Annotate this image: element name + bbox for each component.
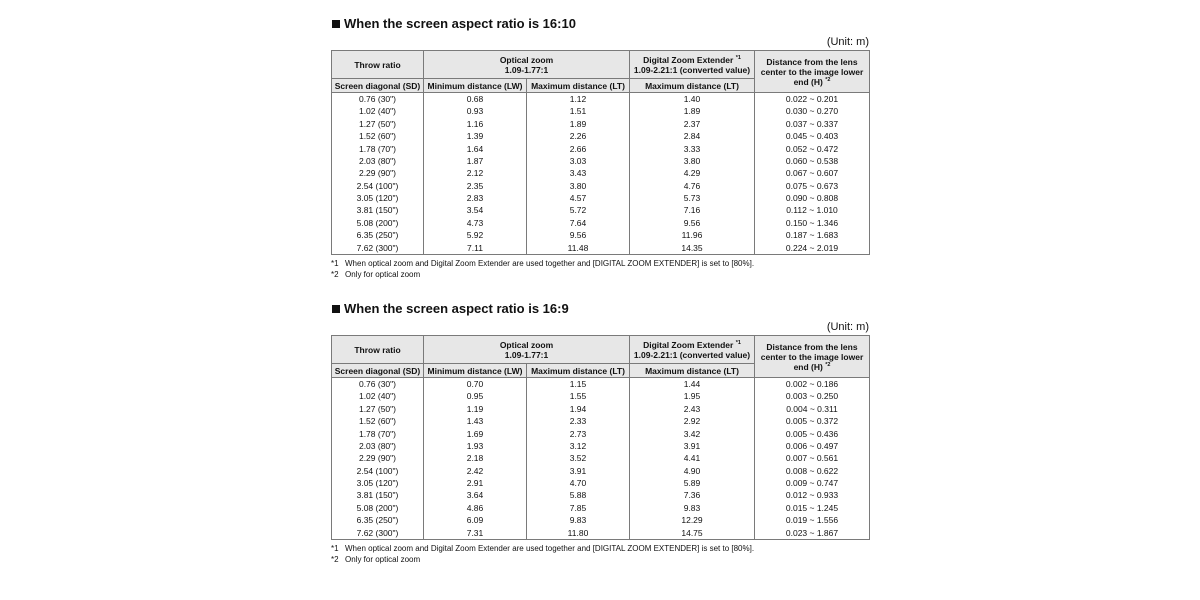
table-cell: 3.64	[424, 490, 527, 502]
table-cell: 1.89	[630, 105, 755, 117]
table-cell: 5.72	[527, 205, 630, 217]
table-row	[332, 490, 870, 502]
table-cell: 1.27 (50")	[332, 118, 424, 130]
table-cell: 0.012 ~ 0.933	[755, 490, 870, 502]
header-digital-max-distance: Maximum distance (LT)	[630, 79, 755, 93]
header-digital-zoom: Digital Zoom Extender $^{*1}$ 1.09-2.21:1 (converted value)	[630, 336, 755, 364]
table-cell: 0.019 ~ 1.556	[755, 514, 870, 526]
table-cell: 0.075 ~ 0.673	[755, 180, 870, 192]
table-body	[332, 378, 870, 540]
footnote: *2 Only for optical zoom	[331, 269, 421, 279]
table-cell: 1.94	[527, 403, 630, 415]
table-cell: 3.43	[527, 167, 630, 179]
table-cell: 4.57	[527, 192, 630, 204]
table-cell: 3.05 (120")	[332, 477, 424, 489]
table-cell: 3.54	[424, 205, 527, 217]
table-cell: 12.29	[630, 514, 755, 526]
table-cell: 9.56	[527, 229, 630, 241]
table-cell: 1.51	[527, 105, 630, 117]
table-cell: 4.70	[527, 477, 630, 489]
table-cell: 0.95	[424, 390, 527, 402]
table-cell: 5.73	[630, 192, 755, 204]
header-distance-center: Distance from the lens center to the image lower end (H) $^{*2}$	[755, 336, 870, 378]
header-screen-diagonal: Screen diagonal (SD)	[332, 79, 424, 93]
table-cell: 2.29 (90")	[332, 452, 424, 464]
table-row	[332, 205, 870, 217]
table-cell: 9.83	[630, 502, 755, 514]
table-cell: 3.42	[630, 428, 755, 440]
table-cell: 2.33	[527, 415, 630, 427]
table-cell: 2.42	[424, 465, 527, 477]
table-row	[332, 390, 870, 402]
table-row	[332, 192, 870, 204]
table-cell: 3.05 (120")	[332, 192, 424, 204]
table-cell: 1.15	[527, 378, 630, 391]
table-row	[332, 514, 870, 526]
table-cell: 0.224 ~ 2.019	[755, 242, 870, 255]
table-cell: 11.96	[630, 229, 755, 241]
table-cell: 1.40	[630, 93, 755, 106]
table-cell: 0.76 (30")	[332, 378, 424, 391]
header-max-distance: Maximum distance (LT)	[527, 364, 630, 378]
table-cell: 14.75	[630, 527, 755, 540]
table-cell: 0.187 ~ 1.683	[755, 229, 870, 241]
table-cell: 4.41	[630, 452, 755, 464]
table-cell: 2.91	[424, 477, 527, 489]
square-bullet-icon	[332, 305, 340, 313]
header-screen-diagonal: Screen diagonal (SD)	[332, 364, 424, 378]
table-row	[332, 415, 870, 427]
table-cell: 0.005 ~ 0.436	[755, 428, 870, 440]
table-cell: 1.19	[424, 403, 527, 415]
table-cell: 1.95	[630, 390, 755, 402]
table-row	[332, 143, 870, 155]
table-cell: 9.56	[630, 217, 755, 229]
header-optical-zoom: Optical zoom 1.09-1.77:1	[424, 336, 630, 364]
footnote: *2 Only for optical zoom	[331, 554, 421, 564]
header-throw-ratio: Throw ratio	[332, 51, 424, 79]
section-16-9	[331, 299, 869, 565]
table-cell: 0.112 ~ 1.010	[755, 205, 870, 217]
table-cell: 1.89	[527, 118, 630, 130]
table-cell: 2.92	[630, 415, 755, 427]
table-cell: 1.69	[424, 428, 527, 440]
table-cell: 9.83	[527, 514, 630, 526]
table-cell: 3.91	[630, 440, 755, 452]
table-cell: 0.003 ~ 0.250	[755, 390, 870, 402]
header-max-distance: Maximum distance (LT)	[527, 79, 630, 93]
table-cell: 3.91	[527, 465, 630, 477]
table-cell: 3.03	[527, 155, 630, 167]
table-cell: 0.93	[424, 105, 527, 117]
table-cell: 4.86	[424, 502, 527, 514]
header-min-distance: Minimum distance (LW)	[424, 364, 527, 378]
table-cell: 6.35 (250")	[332, 514, 424, 526]
table-cell: 1.02 (40")	[332, 390, 424, 402]
table-cell: 0.68	[424, 93, 527, 106]
table-cell: 7.85	[527, 502, 630, 514]
table-cell: 2.37	[630, 118, 755, 130]
header-distance-center: Distance from the lens center to the image lower end (H) $^{*2}$	[755, 51, 870, 93]
section-title: When the screen aspect ratio is 16:10	[344, 16, 576, 31]
table-cell: 1.43	[424, 415, 527, 427]
table-cell: 1.16	[424, 118, 527, 130]
table-cell: 0.009 ~ 0.747	[755, 477, 870, 489]
table-row	[332, 180, 870, 192]
table-row	[332, 502, 870, 514]
table-cell: 11.80	[527, 527, 630, 540]
table-cell: 7.31	[424, 527, 527, 540]
table-cell: 0.045 ~ 0.403	[755, 130, 870, 142]
table-cell: 1.64	[424, 143, 527, 155]
table-cell: 1.44	[630, 378, 755, 391]
table-cell: 1.55	[527, 390, 630, 402]
table-row	[332, 242, 870, 255]
table-row	[332, 167, 870, 179]
table-cell: 0.150 ~ 1.346	[755, 217, 870, 229]
table-cell: 7.62 (300")	[332, 242, 424, 255]
table-cell: 1.78 (70")	[332, 428, 424, 440]
section-16-10	[331, 14, 869, 280]
table-cell: 0.060 ~ 0.538	[755, 155, 870, 167]
table-cell: 2.84	[630, 130, 755, 142]
table-row	[332, 527, 870, 540]
table-row	[332, 440, 870, 452]
table-cell: 3.52	[527, 452, 630, 464]
table-cell: 2.66	[527, 143, 630, 155]
table-body	[332, 93, 870, 255]
table-cell: 3.80	[630, 155, 755, 167]
table-row	[332, 477, 870, 489]
table-row	[332, 105, 870, 117]
table-cell: 11.48	[527, 242, 630, 255]
footnotes	[331, 544, 869, 565]
throw-distance-table	[331, 335, 870, 540]
table-cell: 2.18	[424, 452, 527, 464]
table-cell: 6.09	[424, 514, 527, 526]
footnote: *1 When optical zoom and Digital Zoom Extender are used together and [DIGITAL ZOOM EXTENDER] is set to [80%].	[331, 544, 755, 554]
table-cell: 5.08 (200")	[332, 217, 424, 229]
table-cell: 7.11	[424, 242, 527, 255]
table-cell: 0.002 ~ 0.186	[755, 378, 870, 391]
table-cell: 7.62 (300")	[332, 527, 424, 540]
unit-label: (Unit: m)	[826, 321, 869, 333]
table-cell: 0.030 ~ 0.270	[755, 105, 870, 117]
table-row	[332, 428, 870, 440]
table-cell: 2.03 (80")	[332, 440, 424, 452]
table-cell: 5.08 (200")	[332, 502, 424, 514]
table-cell: 2.54 (100")	[332, 180, 424, 192]
table-cell: 2.43	[630, 403, 755, 415]
table-cell: 3.80	[527, 180, 630, 192]
table-cell: 7.64	[527, 217, 630, 229]
square-bullet-icon	[332, 20, 340, 28]
table-cell: 0.022 ~ 0.201	[755, 93, 870, 106]
table-cell: 3.33	[630, 143, 755, 155]
table-cell: 0.052 ~ 0.472	[755, 143, 870, 155]
table-cell: 4.76	[630, 180, 755, 192]
table-cell: 2.03 (80")	[332, 155, 424, 167]
table-cell: 1.78 (70")	[332, 143, 424, 155]
table-row	[332, 378, 870, 391]
table-cell: 1.93	[424, 440, 527, 452]
table-row	[332, 93, 870, 106]
table-row	[332, 217, 870, 229]
table-cell: 0.015 ~ 1.245	[755, 502, 870, 514]
unit-label: (Unit: m)	[826, 36, 869, 48]
table-row	[332, 403, 870, 415]
header-min-distance: Minimum distance (LW)	[424, 79, 527, 93]
header-optical-zoom: Optical zoom 1.09-1.77:1	[424, 51, 630, 79]
table-row	[332, 465, 870, 477]
table-cell: 0.090 ~ 0.808	[755, 192, 870, 204]
throw-distance-table	[331, 50, 870, 255]
table-cell: 1.27 (50")	[332, 403, 424, 415]
table-cell: 14.35	[630, 242, 755, 255]
table-cell: 6.35 (250")	[332, 229, 424, 241]
table-cell: 0.007 ~ 0.561	[755, 452, 870, 464]
table-cell: 5.92	[424, 229, 527, 241]
table-cell: 0.005 ~ 0.372	[755, 415, 870, 427]
table-cell: 1.02 (40")	[332, 105, 424, 117]
header-digital-max-distance: Maximum distance (LT)	[630, 364, 755, 378]
table-cell: 5.89	[630, 477, 755, 489]
table-cell: 2.35	[424, 180, 527, 192]
table-cell: 1.52 (60")	[332, 415, 424, 427]
table-cell: 1.87	[424, 155, 527, 167]
table-cell: 3.81 (150")	[332, 205, 424, 217]
table-cell: 1.39	[424, 130, 527, 142]
table-cell: 2.12	[424, 167, 527, 179]
table-row	[332, 452, 870, 464]
table-cell: 0.004 ~ 0.311	[755, 403, 870, 415]
table-cell: 1.12	[527, 93, 630, 106]
table-cell: 0.067 ~ 0.607	[755, 167, 870, 179]
table-row	[332, 118, 870, 130]
footnote: *1 When optical zoom and Digital Zoom Extender are used together and [DIGITAL ZOOM EXTENDER] is set to [80%].	[331, 259, 755, 269]
table-cell: 0.023 ~ 1.867	[755, 527, 870, 540]
table-cell: 2.54 (100")	[332, 465, 424, 477]
table-cell: 2.29 (90")	[332, 167, 424, 179]
table-cell: 0.76 (30")	[332, 93, 424, 106]
table-cell: 3.12	[527, 440, 630, 452]
table-row	[332, 155, 870, 167]
table-cell: 7.36	[630, 490, 755, 502]
header-digital-zoom: Digital Zoom Extender $^{*1}$ 1.09-2.21:1 (converted value)	[630, 51, 755, 79]
table-cell: 0.70	[424, 378, 527, 391]
table-cell: 0.006 ~ 0.497	[755, 440, 870, 452]
table-cell: 4.29	[630, 167, 755, 179]
table-cell: 3.81 (150")	[332, 490, 424, 502]
table-cell: 2.83	[424, 192, 527, 204]
table-cell: 7.16	[630, 205, 755, 217]
table-cell: 5.88	[527, 490, 630, 502]
table-row	[332, 130, 870, 142]
table-cell: 0.008 ~ 0.622	[755, 465, 870, 477]
table-cell: 0.037 ~ 0.337	[755, 118, 870, 130]
table-cell: 4.90	[630, 465, 755, 477]
header-throw-ratio: Throw ratio	[332, 336, 424, 364]
footnotes	[331, 259, 869, 280]
table-cell: 2.73	[527, 428, 630, 440]
table-cell: 1.52 (60")	[332, 130, 424, 142]
table-row	[332, 229, 870, 241]
section-title: When the screen aspect ratio is 16:9	[344, 301, 569, 316]
table-cell: 4.73	[424, 217, 527, 229]
table-cell: 2.26	[527, 130, 630, 142]
